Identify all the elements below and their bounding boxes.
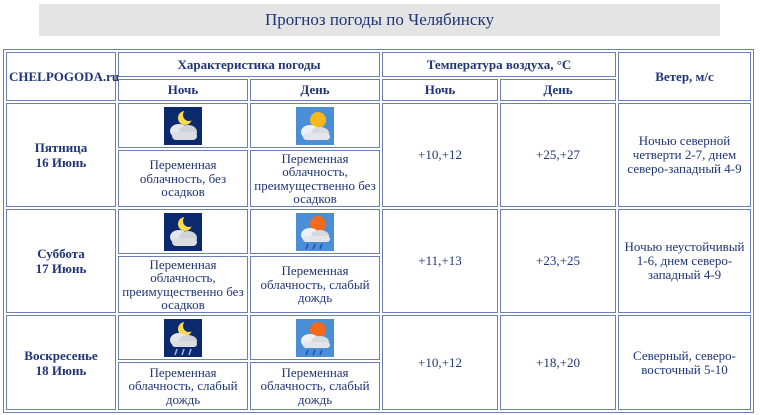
page-title: Прогноз погоды по Челябинску [39,4,720,36]
day-label [6,209,116,313]
day-icon-cell [250,103,380,148]
moon-cloud-icon [164,213,202,251]
night-icon-cell [118,103,248,148]
temperature-header: Температура воздуха, °С [382,52,616,77]
forecast-table [3,49,754,413]
date: 17 Июнь [35,261,87,276]
night-temp: +10,+12 [382,315,498,410]
sun-cloud-rain-icon [296,319,334,357]
weekday: Пятница [34,140,88,155]
night-icon-cell [118,209,248,254]
day-temp: +18,+20 [500,315,616,410]
temp-day-header: День [500,79,616,101]
day-icon-cell [250,209,380,254]
brand-header: CHELPOGODA.ru [6,52,116,101]
table-row [6,103,751,148]
weekday: Воскресенье [24,347,98,363]
night-desc: Переменная облачность, преимущественно без осадков [118,256,248,313]
night-temp: +11,+13 [382,209,498,313]
sun-cloud-icon [296,107,334,145]
temp-night-header: Ночь [382,79,498,101]
day-desc: Переменная облачность, слабый дождь [250,256,380,313]
sun-cloud-rain-icon [296,213,334,251]
night-icon-cell [118,315,248,360]
moon-cloud-icon [164,107,202,145]
weather-day-header: День [250,79,380,101]
moon-cloud-rain-icon [164,319,202,357]
table-row [6,209,751,254]
day-label [6,103,116,207]
table-row [6,315,751,360]
day-label [6,315,116,410]
night-temp: +10,+12 [382,103,498,207]
day-desc: Переменная облачность, преимущественно без осадков [250,150,380,207]
wind-desc: Северный, северо-восточный 5-10 [618,315,751,410]
weather-night-header: Ночь [118,79,248,101]
date: 18 Июнь [35,362,87,378]
weekday: Суббота [37,246,85,261]
date: 16 Июнь [35,155,87,170]
day-desc: Переменная облачность, слабый дождь [250,362,380,410]
night-desc: Переменная облачность, без осадков [118,150,248,207]
wind-desc: Ночью северной четверти 2-7, днем северо-западный 4-9 [618,103,751,207]
day-temp: +25,+27 [500,103,616,207]
night-desc: Переменная облачность, слабый дождь [118,362,248,410]
wind-header: Ветер, м/с [618,52,751,101]
wind-desc: Ночью неустойчивый 1-6, днем северо-западный 4-9 [618,209,751,313]
day-temp: +23,+25 [500,209,616,313]
weather-char-header: Характеристика погоды [118,52,380,77]
day-icon-cell [250,315,380,360]
